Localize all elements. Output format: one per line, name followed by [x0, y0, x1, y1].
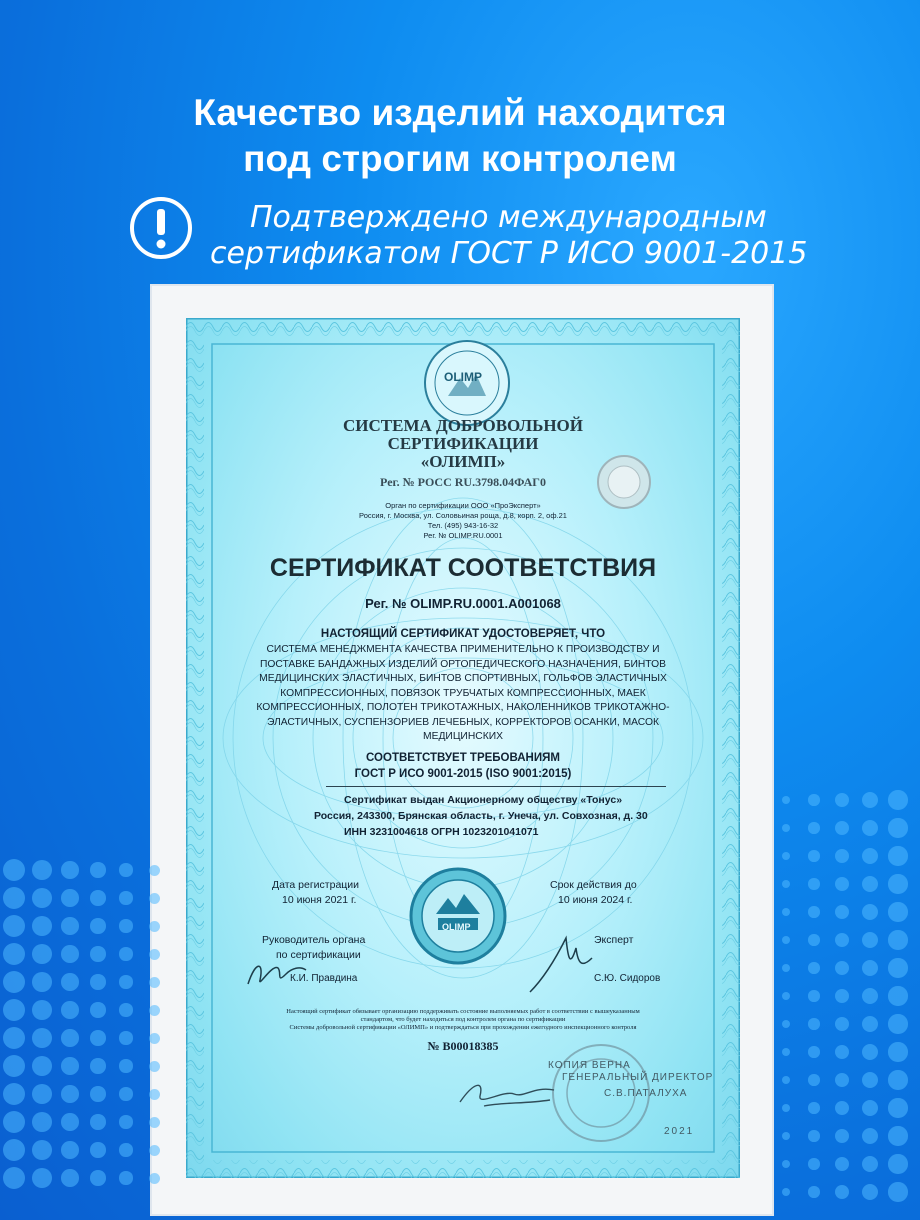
certificate — [186, 318, 740, 1178]
decorative-dot — [862, 960, 879, 977]
decorative-dot — [862, 876, 879, 893]
decorative-dot — [119, 1171, 132, 1184]
decorative-dot — [61, 861, 79, 879]
valid-until-label: Срок действия до — [550, 879, 637, 891]
decorative-dot — [808, 990, 819, 1001]
stamp-year: 2021 — [664, 1126, 695, 1137]
decorative-dot — [835, 1073, 849, 1087]
decorative-dot — [3, 999, 25, 1021]
decorative-dot — [90, 974, 105, 989]
decorative-dot — [32, 1140, 52, 1160]
decorative-dot — [808, 906, 819, 917]
decorative-dot — [61, 889, 79, 907]
decorative-dot — [888, 1070, 907, 1089]
director-signature — [454, 1072, 564, 1116]
decorative-dot — [782, 1132, 791, 1141]
decorative-dot — [862, 1072, 879, 1089]
decorative-dot — [61, 1001, 79, 1019]
decorative-dot — [835, 1129, 849, 1143]
decorative-dot — [3, 1167, 25, 1189]
headline-line-2: под строгим контролем — [243, 138, 677, 179]
scope-line: СИСТЕМА МЕНЕДЖМЕНТА КАЧЕСТВА ПРИМЕНИТЕЛЬНО К ПРОИЗВОДСТВУ И — [266, 644, 660, 655]
decorative-dot — [90, 1114, 105, 1129]
decorative-dot — [808, 878, 819, 889]
decorative-dot — [149, 949, 160, 960]
decorative-dot — [835, 1185, 849, 1199]
decorative-dot — [149, 1033, 160, 1044]
decorative-dot — [835, 1101, 849, 1115]
decorative-dot — [782, 1076, 791, 1085]
decorative-dot — [888, 1154, 907, 1173]
logo-text: OLIMP — [444, 370, 482, 384]
decorative-dot — [119, 975, 132, 988]
system-registration: Рег. № РОСС RU.3798.04ФАГ0 — [380, 475, 546, 489]
exclamation-icon — [128, 195, 194, 261]
decorative-dot — [782, 936, 791, 945]
decorative-dot — [888, 818, 907, 837]
valid-until-date: 10 июня 2024 г. — [558, 894, 633, 906]
decorative-dot — [835, 849, 849, 863]
decorative-dot — [61, 917, 79, 935]
decorative-dot — [149, 1061, 160, 1072]
decorative-dot — [782, 796, 791, 805]
decorative-dot — [3, 1083, 25, 1105]
decorative-dot — [862, 1016, 879, 1033]
decorative-dot — [835, 933, 849, 947]
decorative-dot — [835, 877, 849, 891]
decorative-dot — [61, 1057, 79, 1075]
scope-line: КОМПРЕССИОННЫХ, ПОЛОТЕН ТРИКОТАЖНЫХ, НАКОЛЕННИКОВ ТРИКОТАЖНО- — [256, 702, 670, 713]
decorative-dot — [782, 1048, 791, 1057]
decorative-dot — [835, 905, 849, 919]
decorative-dot — [119, 863, 132, 876]
olimp-round-seal — [408, 866, 508, 966]
issued-to-line-3: ИНН 3231004618 ОГРН 1023201041071 — [344, 826, 539, 838]
decorative-dot — [90, 1142, 105, 1157]
decorative-dot — [3, 971, 25, 993]
decorative-dot — [149, 977, 160, 988]
decorative-dot — [888, 902, 907, 921]
decorative-dot — [119, 1087, 132, 1100]
certifies-statement: НАСТОЯЩИЙ СЕРТИФИКАТ УДОСТОВЕРЯЕТ, ЧТО — [320, 628, 606, 640]
decorative-dot — [862, 848, 879, 865]
decorative-dot — [32, 972, 52, 992]
decorative-dot — [32, 1112, 52, 1132]
decorative-dot — [3, 1111, 25, 1133]
decorative-dot — [808, 850, 819, 861]
fine-print-line-3: Системы добровольной сертификации «ОЛИМП» и подтверждаться при прохождении ежегодного инспекционного контроля — [289, 1024, 637, 1031]
scope-line: МЕДИЦИНСКИХ ЭЛАСТИЧНЫХ, БИНТОВ СПОРТИВНЫХ, ГОЛЬФОВ ЭЛАСТИЧНЫХ — [259, 673, 667, 684]
decorative-dot — [862, 792, 879, 809]
decorative-dot — [862, 932, 879, 949]
head-label-line-1: Руководитель органа — [262, 934, 366, 946]
decorative-dot — [835, 1045, 849, 1059]
registration-date: 10 июня 2021 г. — [282, 894, 357, 906]
head-label-line-2: по сертификации — [276, 949, 361, 961]
headline-line-1: Качество изделий находится — [193, 92, 727, 133]
decorative-dot — [888, 846, 907, 865]
decorative-dot — [888, 958, 907, 977]
decorative-dot — [90, 1170, 105, 1185]
subtitle-line-2: сертификатом ГОСТ Р ИСО 9001-2015 — [210, 236, 808, 271]
scope-line: ЭЛАСТИЧНЫХ, СУСПЕНЗОРИЕВ ЛЕЧЕБНЫХ, КОРРЕКТОРОВ ОСАНКИ, МАСОК — [266, 716, 660, 728]
decorative-dot — [119, 947, 132, 960]
decorative-dot — [808, 962, 819, 973]
decorative-dot — [835, 989, 849, 1003]
decorative-dot — [808, 1158, 819, 1169]
decorative-dot — [32, 916, 52, 936]
certificate-reg-number: Рег. № OLIMP.RU.0001.A001068 — [365, 596, 561, 611]
decorative-dot — [835, 1157, 849, 1171]
decorative-dot — [3, 859, 25, 881]
decorative-dot — [61, 945, 79, 963]
decorative-dot — [862, 1100, 879, 1117]
serial-number: № B00018385 — [427, 1039, 499, 1053]
scope-line: МЕДИЦИНСКИХ — [423, 731, 503, 742]
expert-name: С.Ю. Сидоров — [594, 973, 661, 984]
standard-name: ГОСТ Р ИСО 9001-2015 (ISO 9001:2015) — [354, 768, 572, 780]
decorative-dot — [149, 865, 160, 876]
decorative-dot — [32, 1000, 52, 1020]
decorative-dot — [808, 1186, 819, 1197]
decorative-dot — [888, 986, 907, 1005]
decorative-dot — [149, 921, 160, 932]
decorative-dot — [90, 946, 105, 961]
decorative-dot — [862, 1184, 879, 1201]
decorative-dot — [888, 930, 907, 949]
stamp-director: ГЕНЕРАЛЬНЫЙ ДИРЕКТОР — [562, 1072, 714, 1083]
decorative-dot — [835, 1017, 849, 1031]
decorative-dot — [782, 880, 791, 889]
decorative-dot — [888, 1182, 907, 1201]
decorative-dot — [149, 1005, 160, 1016]
fine-print-line-2: стандартом, что будет находиться под контролем органа по сертификации — [360, 1016, 566, 1023]
decorative-dot — [3, 943, 25, 965]
stamp-name: С.В.ПАТАЛУХА — [604, 1088, 688, 1099]
decorative-dot — [90, 1002, 105, 1017]
decorative-dot — [61, 973, 79, 991]
scope-line: ПОСТАВКЕ БАНДАЖНЫХ ИЗДЕЛИЙ ОРТОПЕДИЧЕСКОГО НАЗНАЧЕНИЯ, БИНТОВ — [259, 658, 666, 670]
decorative-dot — [149, 1145, 160, 1156]
divider — [326, 786, 666, 787]
decorative-dot — [835, 821, 849, 835]
system-name-line-1: СИСТЕМА ДОБРОВОЛЬНОЙ — [343, 416, 583, 435]
decorative-dot — [119, 891, 132, 904]
decorative-dot — [119, 1115, 132, 1128]
decorative-dot — [808, 822, 819, 833]
decorative-dot — [808, 794, 819, 805]
decorative-dot — [808, 1074, 819, 1085]
decorative-dot — [782, 824, 791, 833]
decorative-dot — [32, 1084, 52, 1104]
decorative-dot — [32, 944, 52, 964]
decorative-dot — [808, 1018, 819, 1029]
decorative-dot — [90, 890, 105, 905]
decorative-dot — [782, 1188, 791, 1197]
decorative-dot — [119, 1059, 132, 1072]
expert-signature — [526, 928, 596, 998]
decorative-dot — [32, 1028, 52, 1048]
decorative-dot — [782, 992, 791, 1001]
decorative-dot — [862, 1044, 879, 1061]
decorative-dot — [32, 860, 52, 880]
decorative-dot — [888, 1098, 907, 1117]
decorative-dot — [862, 904, 879, 921]
decorative-dot — [3, 1055, 25, 1077]
issued-to-line-2: Россия, 243300, Брянская область, г. Унеча, ул. Совхозная, д. 30 — [314, 810, 648, 822]
decorative-dot — [61, 1085, 79, 1103]
decorative-dot — [90, 918, 105, 933]
decorative-dot — [149, 1117, 160, 1128]
decorative-dot — [90, 1030, 105, 1045]
decorative-dot — [835, 961, 849, 975]
decorative-dot — [862, 1156, 879, 1173]
decorative-dot — [888, 790, 907, 809]
decorative-dot — [862, 988, 879, 1005]
decorative-dot — [835, 793, 849, 807]
fine-print-line-1: Настоящий сертификат обязывает организацию поддерживать состояние выполняемых работ в соответствии с вышеуказанным — [286, 1008, 640, 1015]
organ-line-1: Орган по сертификации ООО «ПроЭксперт» — [385, 501, 541, 510]
head-name: К.И. Правдина — [290, 973, 358, 984]
decorative-dot — [782, 1020, 791, 1029]
decorative-dot — [149, 893, 160, 904]
organ-line-4: Рег. № OLIMP.RU.0001 — [423, 531, 503, 540]
decorative-dot — [32, 888, 52, 908]
decorative-dot — [119, 919, 132, 932]
decorative-dot — [149, 1089, 160, 1100]
scope-line: КОМПРЕССИОННЫХ, ПОВЯЗОК ТРУБЧАТЫХ КОМПРЕССИОННЫХ, МАЕК — [280, 687, 646, 699]
certificate-title: СЕРТИФИКАТ СООТВЕТСТВИЯ — [269, 554, 657, 582]
expert-label: Эксперт — [594, 934, 634, 946]
decorative-dot — [888, 1014, 907, 1033]
decorative-dot — [32, 1056, 52, 1076]
decorative-dot — [61, 1141, 79, 1159]
decorative-dot — [782, 1104, 791, 1113]
issued-to-line-1: Сертификат выдан Акционерному обществу «Тонус» — [344, 794, 623, 806]
decorative-dot — [808, 934, 819, 945]
decorative-dot — [808, 1102, 819, 1113]
decorative-dot — [90, 1086, 105, 1101]
decorative-dot — [149, 1173, 160, 1184]
organ-line-2: Россия, г. Москва, ул. Соловьиная роща, д.8, корп. 2, оф.21 — [359, 511, 567, 520]
registration-date-label: Дата регистрации — [272, 879, 360, 891]
decorative-dot — [782, 964, 791, 973]
decorative-dot — [32, 1168, 52, 1188]
system-name-line-3: «ОЛИМП» — [420, 452, 506, 471]
decorative-dot — [3, 887, 25, 909]
decorative-dot — [119, 1031, 132, 1044]
decorative-dot — [782, 1160, 791, 1169]
decorative-dot — [3, 915, 25, 937]
decorative-dot — [3, 1027, 25, 1049]
stamp-copy-true: КОПИЯ ВЕРНА — [548, 1060, 631, 1071]
decorative-dot — [808, 1046, 819, 1057]
decorative-dot — [888, 1126, 907, 1145]
decorative-dot — [782, 908, 791, 917]
decorative-dot — [90, 862, 105, 877]
decorative-dot — [3, 1139, 25, 1161]
decorative-dot — [862, 1128, 879, 1145]
system-name-line-2: СЕРТИФИКАЦИИ — [387, 434, 539, 453]
seal-text: OLIMP — [442, 922, 471, 932]
decorative-dot — [61, 1029, 79, 1047]
organ-line-3: Тел. (495) 943-16-32 — [427, 521, 499, 530]
decorative-dot — [61, 1169, 79, 1187]
decorative-dot — [782, 852, 791, 861]
decorative-dot — [862, 820, 879, 837]
decorative-dot — [61, 1113, 79, 1131]
subtitle-line-1: Подтверждено международным — [250, 200, 767, 235]
decorative-dot — [808, 1130, 819, 1141]
complies-statement: СООТВЕТСТВУЕТ ТРЕБОВАНИЯМ — [366, 752, 560, 764]
decorative-dot — [90, 1058, 105, 1073]
decorative-dot — [119, 1143, 132, 1156]
decorative-dot — [119, 1003, 132, 1016]
decorative-dot — [888, 1042, 907, 1061]
decorative-dot — [888, 874, 907, 893]
